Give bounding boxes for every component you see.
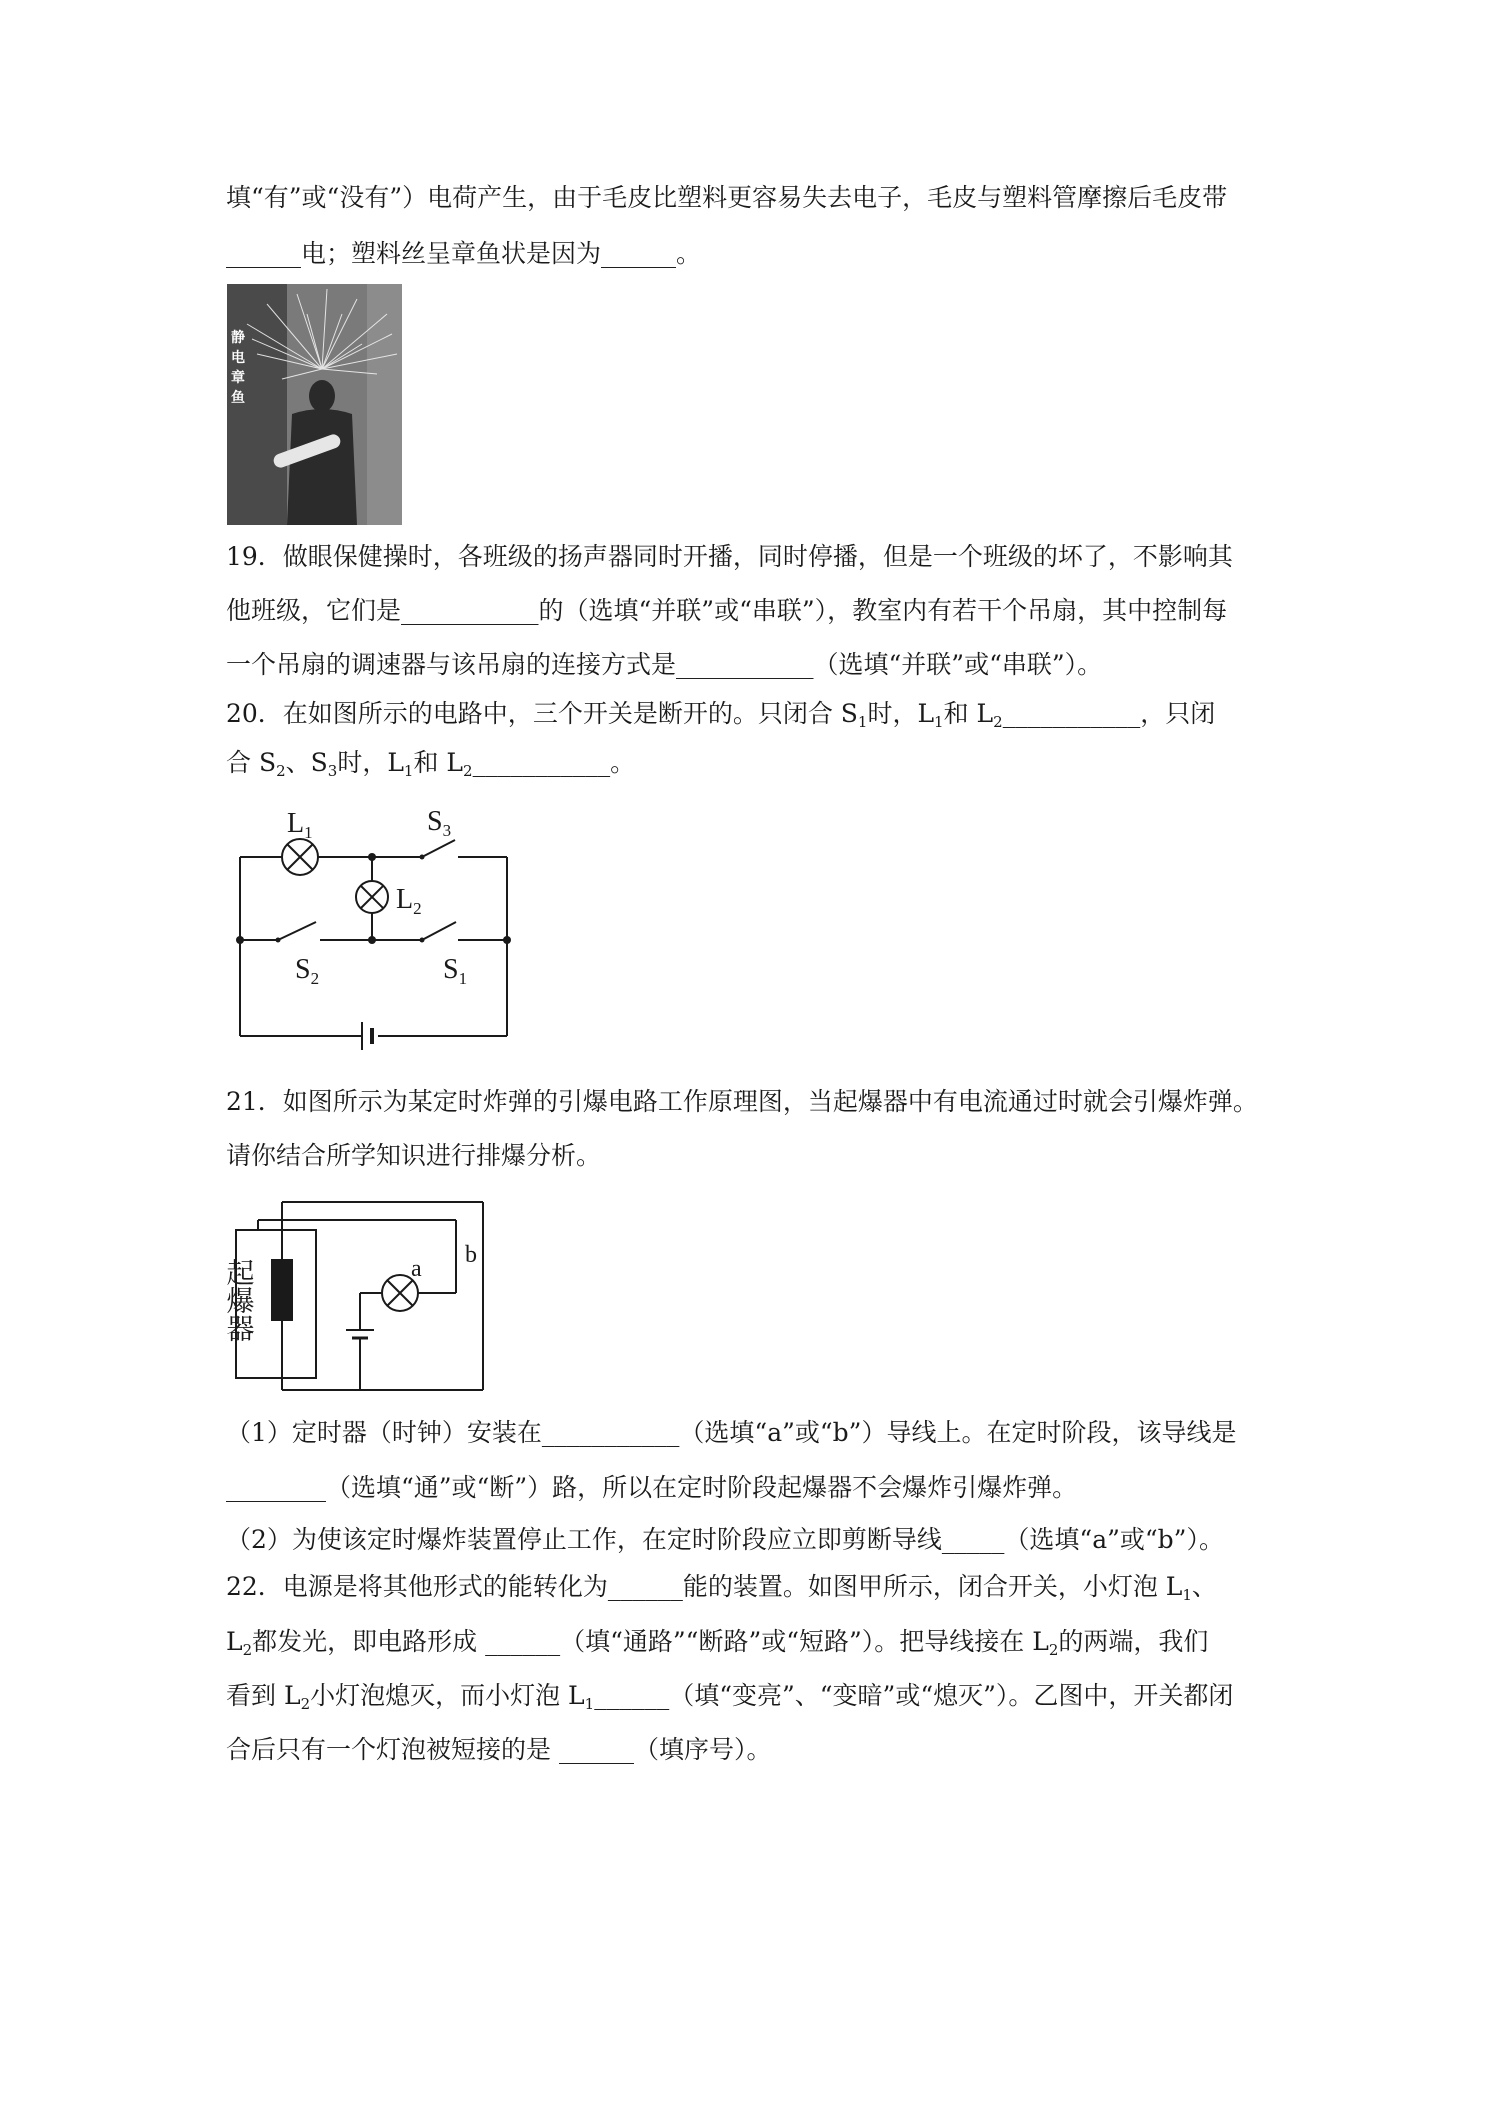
q21-part2-line-1: （2）为使该定时爆炸装置停止工作，在定时阶段应立即剪断导线_____（选填“a”或“b”）。 bbox=[226, 1525, 1224, 1554]
photo-caption: 静电章鱼 bbox=[231, 330, 245, 406]
q21-line-1: 21．如图所示为某定时炸弹的引爆电路工作原理图，当起爆器中有电流通过时就会引爆炸弹。 bbox=[226, 1087, 1258, 1116]
label-S3: $S_3$ bbox=[427, 806, 452, 840]
q22-line-4: 合后只有一个灯泡被短接的是 ______（填序号）。 bbox=[226, 1735, 772, 1764]
label-S2: $S_2$ bbox=[295, 954, 320, 988]
q18-line-2: ______电；塑料丝呈章鱼状是因为______。 bbox=[226, 239, 702, 268]
q21-detonator-diagram bbox=[222, 1190, 498, 1395]
label-L1: $L_1$ bbox=[287, 808, 313, 842]
label-S1: $S_1$ bbox=[443, 954, 468, 988]
photo-scene bbox=[227, 284, 402, 525]
q20-circuit-diagram bbox=[230, 800, 520, 1050]
q19-line-2: 他班级，它们是___________的（选填“并联”或“串联”），教室内有若干个吊扇，其中控制每 bbox=[226, 596, 1228, 625]
q21-part1-line-2: ________（选填“通”或“断”）路，所以在定时阶段起爆器不会爆炸引爆炸弹。 bbox=[226, 1473, 1078, 1502]
q20-line-1: 20．在如图所示的电路中，三个开关是断开的。只闭合 $S_1$时，$L_1$和 $L_2\_\_\_\_\_\_\_\_\_\_\_$，只闭 bbox=[226, 699, 1216, 731]
detonator-label: 起爆器 bbox=[222, 1258, 254, 1342]
q19-line-3: 一个吊扇的调速器与该吊扇的连接方式是___________（选填“并联”或“串联”）。 bbox=[226, 650, 1103, 679]
q19-line-1: 19．做眼保健操时，各班级的扬声器同时开播，同时停播，但是一个班级的坏了，不影响其 bbox=[226, 542, 1233, 571]
q22-line-2: $L_2$都发光，即电路形成 ______（填“通路”“断路”或“短路”）。把导线接在 $L_2$的两端，我们 bbox=[226, 1627, 1209, 1659]
q22-line-3: 看到 $L_2$小灯泡熄灭，而小灯泡 $L_1\_\_\_\_\_\_$（填“变亮”、“变暗”或“熄灭”）。乙图中，开关都闭 bbox=[226, 1681, 1234, 1713]
label-L2: $L_2$ bbox=[396, 884, 422, 918]
static-octopus-photo bbox=[227, 284, 402, 525]
q22-line-1: 22．电源是将其他形式的能转化为______能的装置。如图甲所示，闭合开关，小灯泡 $L_1$、 bbox=[226, 1572, 1217, 1604]
q21-line-2: 请你结合所学知识进行排爆分析。 bbox=[226, 1141, 602, 1170]
q20-line-2: 合 $S_2$、$S_3$时，$L_1$和 $L_2\_\_\_\_\_\_\_\_\_\_\_$。 bbox=[226, 748, 636, 780]
wire-a-label: a bbox=[411, 1256, 422, 1282]
q21-part1-line-1: （1）定时器（时钟）安装在___________（选填“a”或“b”）导线上。在定时阶段，该导线是 bbox=[226, 1418, 1237, 1447]
q18-line-1: 填“有”或“没有”）电荷产生，由于毛皮比塑料更容易失去电子，毛皮与塑料管摩擦后毛皮带 bbox=[226, 183, 1228, 212]
wire-b-label: b bbox=[465, 1242, 477, 1268]
